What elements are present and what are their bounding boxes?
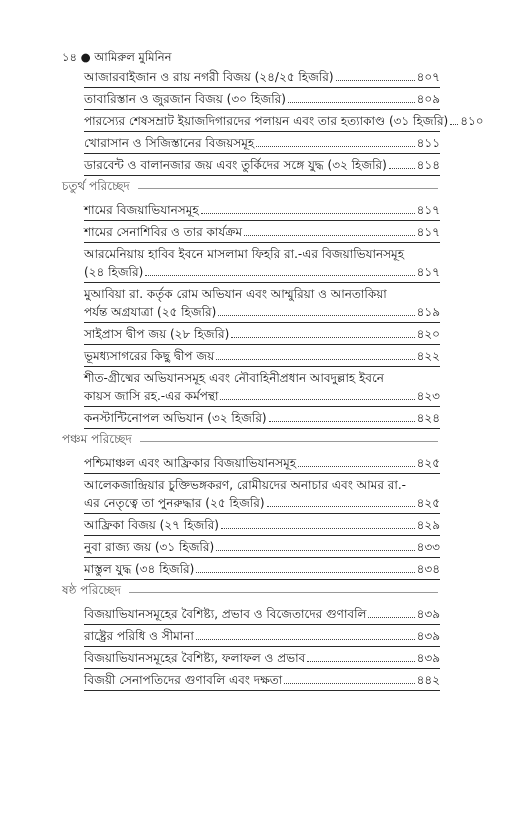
toc-entry-page-number: ৪৩৯ bbox=[416, 651, 440, 665]
toc-entry[interactable] bbox=[84, 66, 440, 88]
toc-entry-title: ডারবেন্ট ও বালানজার জয় এবং তুর্কিদের সঙ্গে যুদ্ধ (৩২ হিজরি) bbox=[84, 158, 387, 172]
toc-entry[interactable] bbox=[84, 88, 440, 110]
toc-entry[interactable] bbox=[84, 452, 440, 474]
toc-entry-title: ভূমধ্যসাগরের কিছু দ্বীপ জয় bbox=[84, 349, 215, 363]
toc-entry[interactable] bbox=[84, 221, 440, 243]
dot-leader bbox=[218, 315, 414, 316]
section-rule bbox=[140, 441, 438, 442]
section-heading bbox=[62, 177, 440, 199]
dot-leader bbox=[145, 275, 414, 276]
toc-entry-page-number: ৪১৯ bbox=[416, 305, 440, 319]
header-page-number: ১৪ bbox=[62, 50, 77, 64]
toc-entry[interactable] bbox=[84, 110, 484, 132]
toc-entry-page-number: ৪৩৪ bbox=[416, 562, 440, 576]
header-bullet: ● bbox=[80, 50, 91, 64]
toc-entry[interactable] bbox=[84, 558, 440, 580]
section-heading bbox=[62, 581, 440, 603]
toc-entry-title: পশ্চিমাঞ্চল এবং আফ্রিকার বিজয়াভিযানসমূহ bbox=[84, 456, 297, 470]
dot-leader bbox=[231, 337, 414, 338]
dot-leader bbox=[220, 399, 414, 400]
toc-entry-title: শামের বিজয়াভিযানসমূহ bbox=[84, 203, 199, 217]
toc-entry-page-number: ৪২০ bbox=[416, 327, 440, 341]
toc-entry[interactable] bbox=[84, 323, 440, 345]
toc-entry[interactable] bbox=[84, 647, 440, 669]
toc-entry[interactable] bbox=[84, 603, 440, 625]
header-book-title: আমিরুল মুমিনিন bbox=[94, 50, 172, 64]
toc-entry-page-number: ৪৩৯ bbox=[416, 629, 440, 643]
dot-leader bbox=[196, 639, 415, 640]
toc-entry[interactable] bbox=[84, 536, 440, 558]
toc-entry-title: নুবা রাজ্য জয় (৩১ হিজরি) bbox=[84, 540, 215, 554]
toc-entry-title: পর্যন্ত অগ্রযাত্রা (২৫ হিজরি) bbox=[84, 305, 217, 319]
toc-entry-title-line: আরমেনিয়ায় হাবিব ইবনে মাসলামা ফিহরি রা.-এর বিজয়াভিযানসমূহ bbox=[84, 247, 405, 261]
toc-entry-page-number: ৪০৯ bbox=[416, 92, 440, 106]
toc-entry-page-number: ৪২২ bbox=[416, 349, 440, 363]
toc-entry-page-number: ৪১১ bbox=[416, 136, 440, 150]
dot-leader bbox=[256, 146, 414, 147]
section-title: চতুর্থ পরিচ্ছেদ bbox=[62, 179, 130, 193]
section-rule bbox=[138, 188, 438, 189]
toc-entry[interactable] bbox=[84, 243, 440, 283]
toc-entry[interactable] bbox=[84, 199, 440, 221]
toc-entry-title: এর নেতৃত্বে তা পুনরুদ্ধার (২৫ হিজরি) bbox=[84, 496, 265, 510]
toc-entry-title: বিজয়াভিযানসমূহের বৈশিষ্ট্য, ফলাফল ও প্রভাব bbox=[84, 651, 306, 665]
dot-leader bbox=[389, 168, 415, 169]
toc-entry[interactable] bbox=[84, 407, 440, 429]
dot-leader bbox=[298, 466, 415, 467]
toc-entry[interactable] bbox=[84, 367, 440, 407]
toc-entry-page-number: ৪৩৩ bbox=[416, 540, 440, 554]
toc-entry-page-number: ৪২৫ bbox=[416, 496, 440, 510]
dot-leader bbox=[336, 80, 415, 81]
toc-entry-title: শামের সেনাশিবির ও তার কার্যক্রম bbox=[84, 225, 243, 239]
toc-entry-title: কায়স জাসি রহ.-এর কর্মপন্থা bbox=[84, 389, 219, 403]
toc-entry-page-number: ৪১৭ bbox=[416, 265, 440, 279]
toc-entry-page-number: ৪২৫ bbox=[416, 456, 440, 470]
section-title: ষষ্ঠ পরিচ্ছেদ bbox=[62, 583, 121, 597]
section-title: পঞ্চম পরিচ্ছেদ bbox=[62, 432, 132, 446]
dot-leader bbox=[216, 359, 414, 360]
toc-entry[interactable] bbox=[84, 669, 440, 691]
dot-leader bbox=[368, 617, 414, 618]
toc-entry-title: কনস্টান্টিনোপল অভিযান (৩২ হিজরি) bbox=[84, 411, 267, 425]
toc-entry[interactable] bbox=[84, 132, 440, 154]
toc-entry-title: খোরাসান ও সিজিস্তানের বিজয়সমূহ bbox=[84, 136, 255, 150]
dot-leader bbox=[450, 124, 458, 125]
dot-leader bbox=[221, 528, 415, 529]
dot-leader bbox=[267, 506, 415, 507]
toc-entry[interactable] bbox=[84, 283, 440, 323]
section-heading bbox=[62, 430, 440, 452]
toc-entry-title: (২৪ হিজরি) bbox=[84, 265, 144, 279]
toc-entry-page-number: ৪২৩ bbox=[416, 389, 440, 403]
toc-entry-page-number: ৪২৪ bbox=[416, 411, 440, 425]
toc-entry-page-number: ৪৩৯ bbox=[416, 607, 440, 621]
toc-entry-page-number: ৪০৭ bbox=[416, 70, 440, 84]
toc-entry[interactable] bbox=[84, 345, 440, 367]
toc-entry-title: মাস্তুল যুদ্ধ (৩৪ হিজরি) bbox=[84, 562, 195, 576]
toc-entry-title-line: মুআবিয়া রা. কর্তৃক রোম অভিযান এবং আম্মুরিয়া ও আনতাকিয়া bbox=[84, 287, 387, 301]
toc-entry[interactable] bbox=[84, 625, 440, 647]
dot-leader bbox=[269, 421, 415, 422]
toc-entry-title-line: শীত-গ্রীষ্মের অভিযানসমূহ এবং নৌবাহিনীপ্রধান আবদুল্লাহ ইবনে bbox=[84, 371, 384, 385]
toc-entry[interactable] bbox=[84, 154, 440, 176]
toc-entry-title: আজারবাইজান ও রায় নগরী বিজয় (২৪/২৫ হিজরি) bbox=[84, 70, 334, 84]
toc-entry-page-number: ৪১৭ bbox=[416, 203, 440, 217]
table-of-contents bbox=[62, 66, 484, 691]
toc-entry[interactable] bbox=[84, 474, 440, 514]
dot-leader bbox=[216, 550, 414, 551]
toc-entry-title-line: আলেকজান্দ্রিয়ার চুক্তিভঙ্গকরণ, রোমীয়দের অনাচার এবং আমর রা.- bbox=[84, 478, 406, 492]
toc-entry-title: পারস্যের শেষসম্রাট ইয়াজদিগারদের পলায়ন এবং তার হত্যাকাণ্ড (৩১ হিজরি) bbox=[84, 114, 449, 128]
toc-entry-title: রাষ্ট্রের পরিধি ও সীমানা bbox=[84, 629, 194, 643]
section-rule bbox=[129, 592, 438, 593]
toc-entry-page-number: ৪১৪ bbox=[416, 158, 440, 172]
toc-entry-page-number: ৪১০ bbox=[460, 114, 484, 128]
toc-entry[interactable] bbox=[84, 514, 440, 536]
toc-entry-title: তাবারিস্তান ও জুরজান বিজয় (৩০ হিজরি) bbox=[84, 92, 286, 106]
dot-leader bbox=[307, 661, 414, 662]
toc-entry-title: আফ্রিকা বিজয় (২৭ হিজরি) bbox=[84, 518, 219, 532]
toc-entry-page-number: ৪৪২ bbox=[416, 673, 440, 687]
dot-leader bbox=[244, 235, 415, 236]
dot-leader bbox=[288, 102, 415, 103]
dot-leader bbox=[196, 572, 414, 573]
toc-entry-page-number: ৪২৯ bbox=[416, 518, 440, 532]
toc-entry-title: বিজয়াভিযানসমূহের বৈশিষ্ট্য, প্রভাব ও বিজেতাদের গুণাবলি bbox=[84, 607, 367, 621]
dot-leader bbox=[201, 213, 415, 214]
toc-entry-page-number: ৪১৭ bbox=[416, 225, 440, 239]
toc-entry-title: সাইপ্রাস দ্বীপ জয় (২৮ হিজরি) bbox=[84, 327, 230, 341]
dot-leader bbox=[284, 683, 414, 684]
toc-entry-title: বিজয়ী সেনাপতিদের গুণাবলি এবং দক্ষতা bbox=[84, 673, 283, 687]
